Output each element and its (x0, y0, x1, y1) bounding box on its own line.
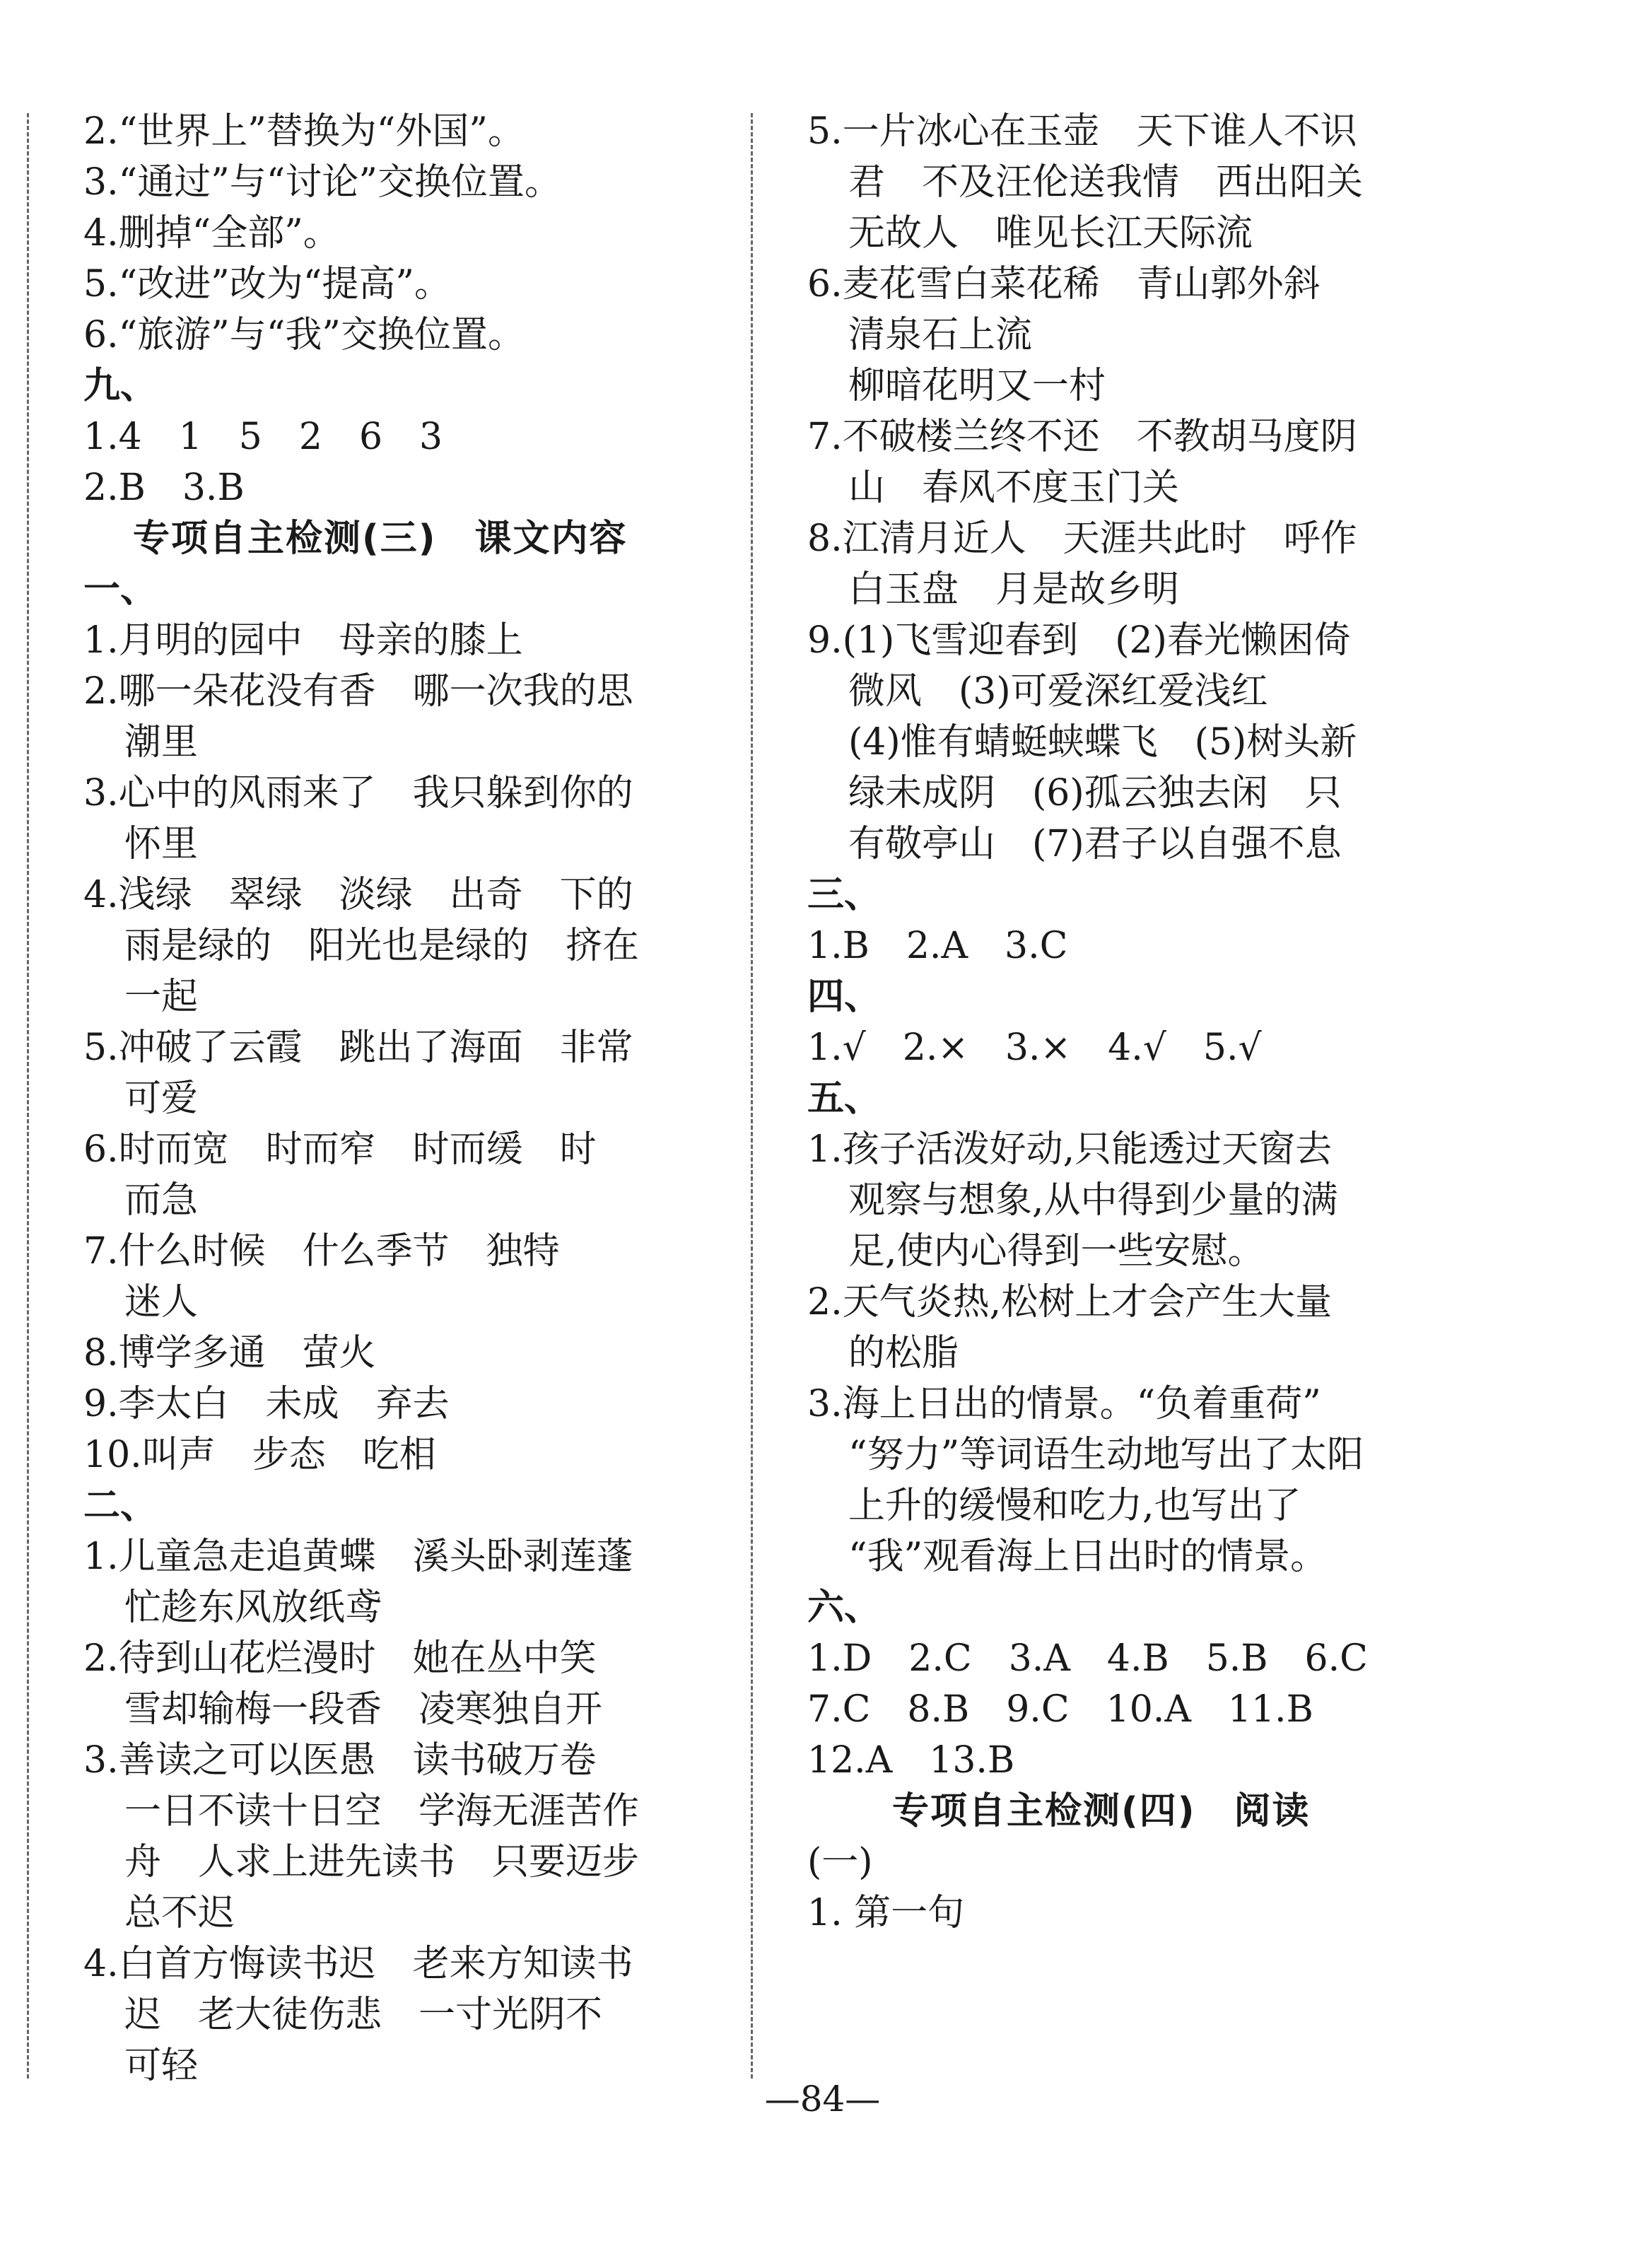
answer-line: 1.B 2.A 3.C (807, 925, 1068, 967)
answer-line: (4)惟有蜻蜓蛱蝶飞 (5)树头新 (848, 721, 1357, 764)
answer-line: 雨是绿的 阳光也是绿的 挤在 (124, 925, 640, 967)
answer-line: 雪却输梅一段香 凌寒独自开 (124, 1688, 603, 1731)
section-heading: 专项自主检测(四) 阅读 (892, 1790, 1311, 1832)
answer-line: “我”观看海上日出时的情景。 (848, 1536, 1328, 1578)
answer-line: 1.D 2.C 3.A 4.B 5.B 6.C (807, 1637, 1368, 1680)
answer-line: 6.麦花雪白菜花稀 青山郭外斜 (807, 263, 1321, 305)
section-number: 九、 (83, 365, 158, 407)
answer-line: 7.什么时候 什么季节 独特 (83, 1230, 560, 1273)
answer-line: 3.“通过”与“讨论”交换位置。 (83, 161, 561, 204)
answer-line: 3.善读之可以医愚 读书破万卷 (83, 1739, 597, 1782)
answer-line: 清泉石上流 (848, 314, 1033, 356)
answer-line: 2.B 3.B (83, 467, 245, 509)
answer-line: 1.孩子活泼好动,只能透过天窗去 (807, 1128, 1333, 1171)
answer-line: 柳暗花明又一村 (848, 365, 1106, 407)
answer-line: 1.√ 2.× 3.× 4.√ 5.√ (807, 1027, 1262, 1069)
answer-line: 12.A 13.B (807, 1739, 1015, 1782)
answer-line: 一日不读十日空 学海无涯苦作 (124, 1790, 640, 1832)
section-number: 四、 (807, 976, 882, 1018)
answer-line: 2.天气炎热,松树上才会产生大量 (807, 1281, 1333, 1323)
section-number: 二、 (83, 1485, 158, 1527)
answer-line: 8.博学多通 萤火 (83, 1332, 376, 1374)
answer-line: 迟 老大徒伤悲 一寸光阴不 (124, 1994, 603, 2036)
answer-line: 5.“改进”改为“提高”。 (83, 263, 451, 305)
page-number: —84— (764, 2079, 881, 2120)
answer-line: 的松脂 (848, 1332, 959, 1374)
section-number: 五、 (807, 1077, 882, 1120)
answer-line: 迷人 (124, 1281, 199, 1323)
answer-line: 微风 (3)可爱深红爱浅红 (848, 670, 1268, 713)
answer-line: 可爱 (124, 1077, 199, 1120)
answer-line: 9.李太白 未成 弃去 (83, 1383, 450, 1425)
answer-line: 山 春风不度玉门关 (848, 467, 1180, 509)
answer-line: 绿未成阴 (6)孤云独去闲 只 (848, 772, 1342, 814)
answer-line: 7.不破楼兰终不还 不教胡马度阴 (807, 416, 1357, 458)
answer-line: 5.冲破了云霞 跳出了海面 非常 (83, 1027, 633, 1069)
answer-line: 10.叫声 步态 吃相 (83, 1434, 436, 1476)
answer-line: 4.白首方悔读书迟 老来方知读书 (83, 1943, 633, 1985)
answer-line: 观察与想象,从中得到少量的满 (848, 1179, 1338, 1222)
answer-line: 4.删掉“全部”。 (83, 212, 340, 255)
answer-line: 总不迟 (124, 1892, 235, 1934)
answer-line: 有敬亭山 (7)君子以自强不息 (848, 823, 1342, 865)
section-number: 一、 (83, 568, 158, 611)
answer-line: 潮里 (124, 721, 199, 764)
answer-line: 舟 人求上进先读书 只要迈步 (124, 1841, 640, 1883)
answer-line: 1.4 1 5 2 6 3 (83, 416, 443, 458)
section-number: 三、 (807, 874, 882, 916)
answer-line: 2.哪一朵花没有香 哪一次我的思 (83, 670, 633, 713)
answer-line: 无故人 唯见长江天际流 (848, 212, 1253, 255)
answer-line: 4.浅绿 翠绿 淡绿 出奇 下的 (83, 874, 633, 916)
right-column (807, 106, 1422, 1939)
answer-line: 怀里 (124, 823, 199, 865)
section-number: 六、 (807, 1586, 882, 1629)
answer-line: 君 不及汪伦送我情 西出阳关 (848, 161, 1364, 204)
answer-line: 上升的缓慢和吃力,也写出了 (848, 1485, 1301, 1527)
answer-line: 2.“世界上”替换为“外国”。 (83, 110, 525, 153)
left-column (83, 106, 698, 2091)
answer-line: 忙趁东风放纸鸢 (124, 1586, 382, 1629)
answer-line: 可轻 (124, 2045, 199, 2087)
answer-line: 2.待到山花烂漫时 她在丛中笑 (83, 1637, 597, 1680)
answer-line: 8.江清月近人 天涯共此时 呼作 (807, 518, 1357, 560)
answer-line: 6.“旅游”与“我”交换位置。 (83, 314, 525, 356)
answer-line: 3.心中的风雨来了 我只躲到你的 (83, 772, 633, 814)
answer-line: 一起 (124, 976, 199, 1018)
answer-line: 1. 第一句 (807, 1892, 965, 1934)
answer-line: 1.月明的园中 母亲的膝上 (83, 619, 523, 662)
left-margin-divider (27, 113, 29, 2079)
answer-line: 足,使内心得到一些安慰。 (848, 1230, 1265, 1273)
answer-line: 5.一片冰心在玉壶 天下谁人不识 (807, 110, 1357, 153)
answer-line: “努力”等词语生动地写出了太阳 (848, 1434, 1364, 1476)
section-heading: 专项自主检测(三) 课文内容 (133, 518, 628, 560)
answer-line: (一) (807, 1841, 873, 1883)
answer-line: 1.儿童急走追黄蝶 溪头卧剥莲蓬 (83, 1536, 633, 1578)
answer-line: 9.(1)飞雪迎春到 (2)春光懒困倚 (807, 619, 1351, 662)
answer-line: 7.C 8.B 9.C 10.A 11.B (807, 1688, 1313, 1731)
column-divider (751, 113, 753, 2079)
answer-line: 3.海上日出的情景。“负着重荷” (807, 1383, 1321, 1425)
answer-line: 而急 (124, 1179, 199, 1222)
answer-line: 6.时而宽 时而窄 时而缓 时 (83, 1128, 597, 1171)
answer-line: 白玉盘 月是故乡明 (848, 568, 1180, 611)
